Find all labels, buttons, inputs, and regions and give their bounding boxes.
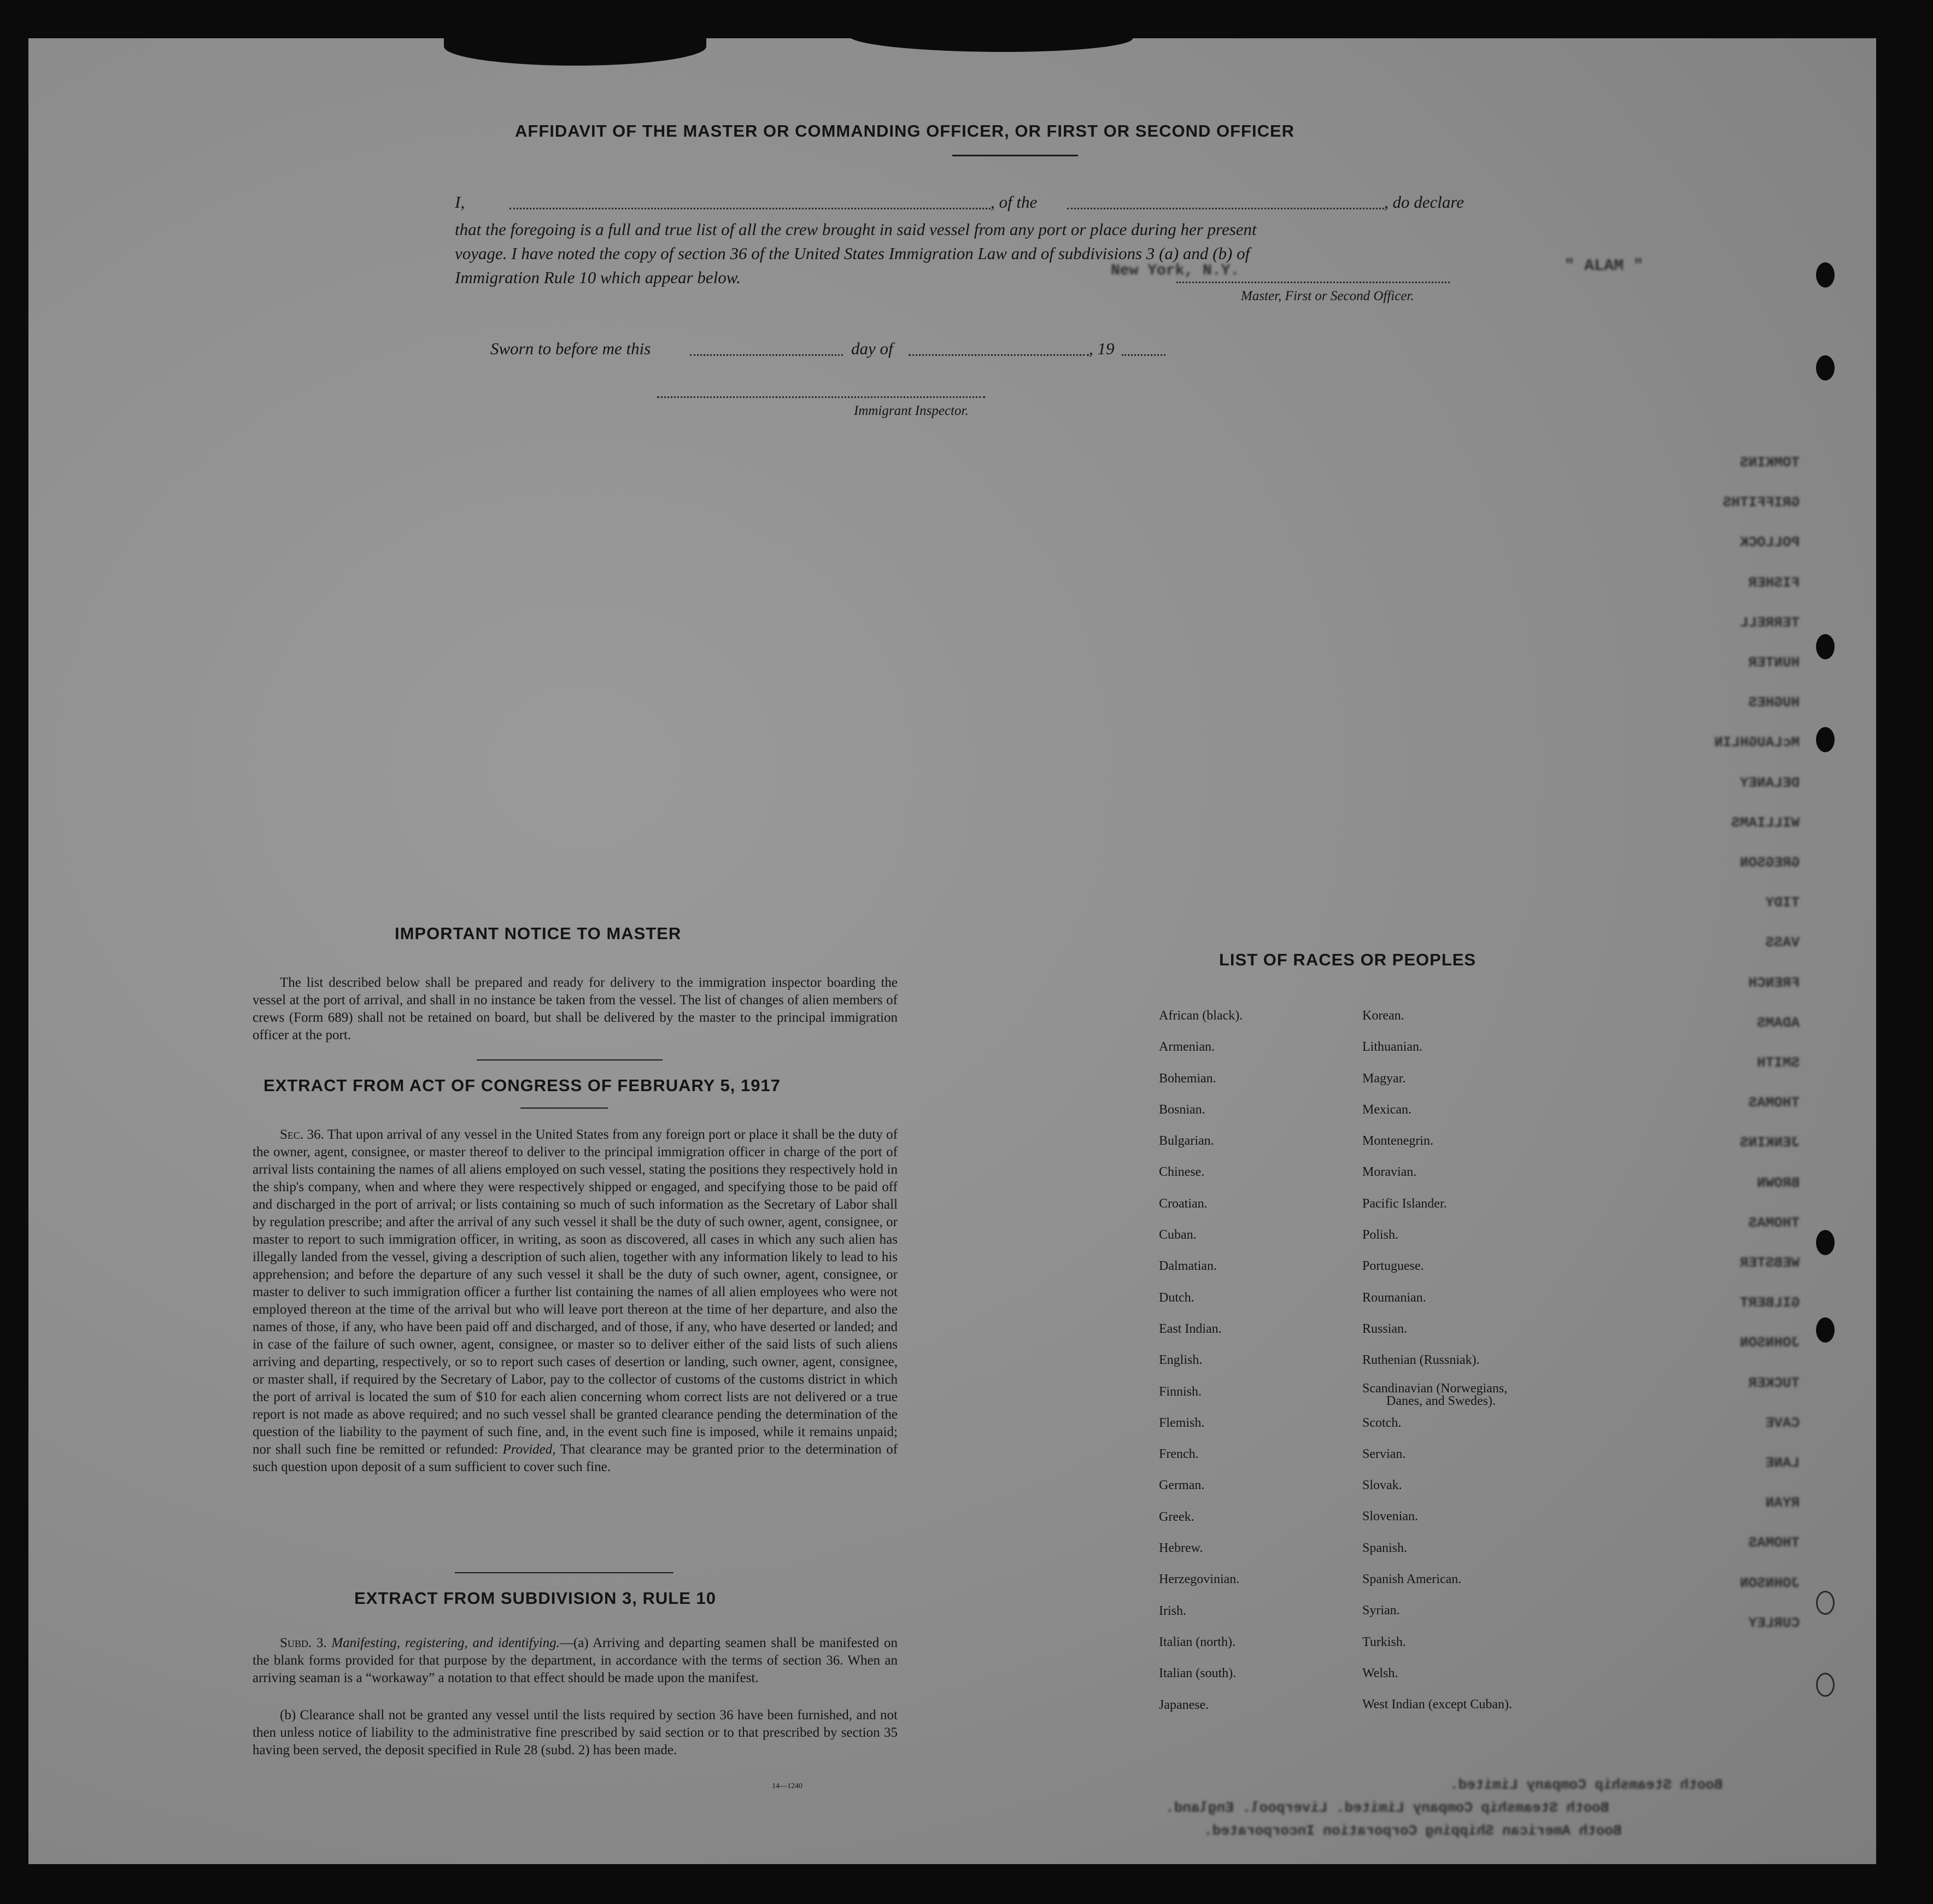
- act-sec-label: Sec. 36.: [280, 1127, 324, 1142]
- race-item: African (black).: [1159, 1009, 1243, 1023]
- race-item: Dalmatian.: [1159, 1259, 1217, 1274]
- bleed-name: THOMAS: [1748, 1094, 1800, 1111]
- race-item: Japanese.: [1159, 1697, 1209, 1712]
- race-item: Servian.: [1362, 1446, 1406, 1461]
- torn-edge: [848, 38, 1133, 52]
- rule-heading: EXTRACT FROM SUBDIVISION 3, RULE 10: [354, 1589, 716, 1608]
- subd-label: Subd. 3.: [280, 1636, 327, 1650]
- race-item: Herzegovinian.: [1159, 1572, 1240, 1587]
- rule-para-b: (b) Clearance shall not be granted any vessel until the lists required by section 36 have been furnished, and not then unless notice of liability to the administrative fine prescribed by said section or to that prescribed by section 35 having been served, the deposit specified in Rule 28 (subd. 2) has been made.: [253, 1708, 898, 1757]
- sworn-month-field[interactable]: [909, 354, 1089, 356]
- bleed-name: LANE: [1765, 1455, 1800, 1472]
- subd-title: Manifesting, registering, and identifying.: [331, 1636, 560, 1650]
- punch-hole: [1816, 355, 1835, 380]
- notice-text: The list described below shall be prepared and ready for delivery to the immigration inspector boarding the vessel at the port of arrival, and shall in no instance be taken from the vessel. The list of changes of alien members of crews (Form 689) shall not be retained on board, but shall be delivered by the master to the principal immigration officer at the port.: [253, 975, 898, 1042]
- bleed-name: TOMKINS: [1739, 454, 1800, 471]
- bleed-name: RYAN: [1765, 1495, 1800, 1512]
- race-item: Welsh.: [1362, 1666, 1398, 1680]
- race-item: Armenian.: [1159, 1040, 1215, 1054]
- bleed-name: THOMAS: [1748, 1534, 1800, 1551]
- punch-hole: [1816, 1317, 1835, 1343]
- sworn-year-field[interactable]: [1122, 354, 1165, 356]
- race-item: Irish.: [1159, 1603, 1186, 1618]
- rule-para-a: [253, 1634, 898, 1687]
- race-item: Roumanian.: [1362, 1290, 1426, 1305]
- punch-hole: [1816, 634, 1835, 659]
- race-item: Syrian.: [1362, 1603, 1400, 1618]
- race-item: Finnish.: [1159, 1384, 1202, 1399]
- bleed-owner-line-2: Booth Steamship Company Limited. Liverpool. England.: [1165, 1800, 1609, 1816]
- bleed-name: HUNTER: [1748, 654, 1800, 671]
- vessel-stamp: " ALAM ": [1565, 257, 1644, 276]
- punch-hole-ring: [1816, 1673, 1835, 1697]
- bleed-name: GILBERT: [1739, 1294, 1800, 1311]
- race-item: Scandinavian (Norwegians,: [1362, 1381, 1508, 1396]
- bleed-name: JENKINS: [1739, 1134, 1800, 1151]
- race-item: Bohemian.: [1159, 1071, 1216, 1086]
- declaration-line-2: voyage. I have noted the copy of section 36 of the United States Immigration Law and of subdivisions 3 (a) and (b) of: [455, 244, 1250, 263]
- punch-hole: [1816, 1230, 1835, 1255]
- bleed-name: FRENCH: [1748, 974, 1800, 991]
- provided-label: Provided,: [502, 1442, 556, 1457]
- bleed-name: WEBSTER: [1739, 1255, 1800, 1272]
- race-item: Korean.: [1362, 1009, 1404, 1023]
- bleed-name: TERRELL: [1739, 614, 1800, 631]
- race-item: Bulgarian.: [1159, 1134, 1214, 1149]
- vessel-field[interactable]: [1067, 208, 1384, 209]
- stamp-location: New York, N.Y.: [1111, 262, 1240, 279]
- race-item: West Indian (except Cuban).: [1362, 1697, 1512, 1712]
- do-declare-label: , do declare: [1384, 192, 1465, 212]
- race-item: Italian (south).: [1159, 1666, 1237, 1681]
- bleed-through-names: [1636, 443, 1800, 1643]
- master-signature-line[interactable]: [1176, 282, 1450, 283]
- race-item: Magyar.: [1362, 1071, 1406, 1086]
- bleed-name: TUCKER: [1748, 1374, 1800, 1391]
- bleed-name: CAVE: [1765, 1414, 1800, 1431]
- bleed-name: FISHER: [1748, 574, 1800, 591]
- race-item: Russian.: [1362, 1321, 1408, 1336]
- race-item: Spanish American.: [1362, 1572, 1462, 1587]
- race-item: Hebrew.: [1159, 1541, 1203, 1556]
- para-a-text: —(a) Arriving and departing seamen shall be manifested on the blank forms provided for that purpose by the department, in accordance with the terms of section 36. When an arriving seaman is a “workaway” a notation to that effect should be made upon the manifest.: [253, 1636, 898, 1685]
- race-item: Greek.: [1159, 1509, 1194, 1524]
- race-item: Slovak.: [1362, 1478, 1402, 1493]
- race-item: Croatian.: [1159, 1196, 1208, 1211]
- inspector-caption: Immigrant Inspector.: [854, 403, 969, 418]
- bleed-name: WILLIAMS: [1731, 814, 1800, 831]
- race-item: Dutch.: [1159, 1290, 1194, 1305]
- act-text: [253, 1126, 898, 1476]
- race-item: Cuban.: [1159, 1228, 1197, 1243]
- race-item: French.: [1159, 1447, 1199, 1462]
- punch-hole-ring: [1816, 1591, 1835, 1615]
- race-item: Montenegrin.: [1362, 1134, 1433, 1149]
- bleed-name: TIDY: [1765, 894, 1800, 911]
- bleed-name: JOHNSON: [1739, 1334, 1800, 1351]
- declaration-line-3: Immigration Rule 10 which appear below.: [455, 268, 741, 287]
- race-item: Turkish.: [1362, 1634, 1406, 1649]
- race-item: Ruthenian (Russniak).: [1362, 1353, 1480, 1368]
- punch-hole: [1816, 262, 1835, 288]
- race-item: Chinese.: [1159, 1165, 1205, 1180]
- bleed-owner-line-1: Booth Steamship Company Limited.: [1450, 1777, 1723, 1793]
- divider: [477, 1059, 663, 1061]
- punch-hole: [1816, 727, 1835, 752]
- form-number: 14—1240: [772, 1782, 803, 1790]
- bleed-name: GRIFFITHS: [1723, 494, 1800, 511]
- act-body: That upon arrival of any vessel in the United States from any foreign port or place it shall be the duty of the owner, agent, consignee, or master thereof to deliver to the principal immigration officer in charge of the port of arrival lists containing the names of all aliens employed on such vessel, stating the positions they respectively hold in the ship's company, when and where they were respectively shipped or engaged, and specifying those to be paid off and discharged in the port of arrival; or lists containing so much of such information as the Secretary of Labor shall by regulation prescribe; and after the arrival of any such vessel it shall be the duty of such owner, agent, consignee, or master to report to such immigration officer, in writing, as soon as discovered, all cases in which any such alien has illegally landed from the vessel, giving a description of such alien, together with any information likely to lead to his apprehension; and before the departure of any such vessel it shall be the duty of such owner, agent, consignee, or master to deliver to such immigration officer a further list containing the names of all alien employees who were not employed thereon at the time of the arrival but who will leave port thereon at the time of her departure, and also the names of those, if any, who have been paid off and discharged, and of those, if any, who have deserted or landed; and in case of the failure of such owner, agent, consignee, or master so to deliver either of the said lists of such aliens arriving and departing, respectively, or so to report such cases of desertion or landing, such owner, agent, consignee, or master shall, if required by the Secretary of Labor, pay to the collector of customs of the customs district in which the port of arrival is located the sum of $10 for each alien concerning whom correct lists are not delivered or a true report is not made as above required; and no such vessel shall be granted clearance pending the determination of the question of the liability to the payment of such fine, and, in the event such fine is imposed, while it remains unpaid; nor shall such fine be remitted or refunded:: [253, 1127, 898, 1457]
- inspector-signature-line[interactable]: [657, 396, 985, 398]
- race-item: Scotch.: [1362, 1415, 1402, 1430]
- bleed-name: GREGSON: [1739, 854, 1800, 871]
- declaration-line-1: that the foregoing is a full and true list of all the crew brought in said vessel from any port or place during her present: [455, 220, 1257, 239]
- race-item: Spanish.: [1362, 1540, 1408, 1555]
- bleed-name: VASS: [1765, 934, 1800, 951]
- affidavit-heading: AFFIDAVIT OF THE MASTER OR COMMANDING OFFICER, OR FIRST OR SECOND OFFICER: [515, 121, 1295, 140]
- bleed-name: CURLEY: [1748, 1614, 1800, 1631]
- races-heading: LIST OF RACES OR PEOPLES: [1219, 950, 1477, 969]
- bleed-name: POLLOCK: [1739, 534, 1800, 551]
- bleed-name: SMITH: [1756, 1054, 1800, 1071]
- races-left-column: [1159, 1000, 1243, 1721]
- races-right-column: [1362, 1000, 1512, 1721]
- race-item: Moravian.: [1362, 1165, 1417, 1180]
- race-item: Portuguese.: [1362, 1259, 1424, 1274]
- race-item: Lithuanian.: [1362, 1040, 1422, 1054]
- bleed-name: BROWN: [1756, 1174, 1800, 1191]
- master-caption: Master, First or Second Officer.: [1241, 289, 1414, 303]
- race-item: Bosnian.: [1159, 1102, 1205, 1117]
- race-item: English.: [1159, 1353, 1203, 1368]
- provided-text: That clearance may be granted prior to the determination of such question upon deposit of a sum sufficient to cover such fine.: [253, 1442, 898, 1474]
- act-heading: EXTRACT FROM ACT OF CONGRESS OF FEBRUARY 5, 1917: [263, 1076, 781, 1095]
- bleed-name: JOHNSON: [1739, 1574, 1800, 1591]
- bleed-name: HUGHES: [1748, 694, 1800, 711]
- year-prefix: , 19: [1089, 339, 1115, 358]
- race-item: German.: [1159, 1478, 1205, 1493]
- bleed-name: DELANEY: [1739, 774, 1800, 791]
- torn-edge: [444, 38, 706, 66]
- divider: [520, 1108, 608, 1109]
- bleed-name: ADAMS: [1756, 1014, 1800, 1031]
- notice-heading: IMPORTANT NOTICE TO MASTER: [395, 924, 682, 943]
- divider: [952, 155, 1078, 156]
- race-item: Slovenian.: [1362, 1509, 1418, 1524]
- race-item: Mexican.: [1362, 1102, 1411, 1117]
- sworn-label: Sworn to before me this: [490, 339, 651, 358]
- manifest-page: [28, 38, 1876, 1864]
- bleed-owner-line-3: Booth American Shipping Corporation Incorporated.: [1204, 1823, 1622, 1839]
- sworn-day-field[interactable]: [690, 354, 843, 356]
- race-item-continuation: Danes, and Swedes).: [1386, 1393, 1496, 1408]
- i-label: I,: [455, 192, 465, 212]
- of-the-label: , of the: [991, 192, 1038, 212]
- race-item: Italian (north).: [1159, 1634, 1235, 1649]
- race-item: Pacific Islander.: [1362, 1196, 1447, 1211]
- race-item: Polish.: [1362, 1228, 1399, 1243]
- bleed-name: McLAUGHLIN: [1714, 734, 1800, 751]
- divider: [455, 1572, 673, 1573]
- bleed-name: THOMAS: [1748, 1214, 1800, 1231]
- day-of-label: day of: [851, 339, 893, 358]
- race-item: East Indian.: [1159, 1321, 1222, 1336]
- name-field[interactable]: [509, 208, 991, 209]
- race-item: Flemish.: [1159, 1415, 1205, 1430]
